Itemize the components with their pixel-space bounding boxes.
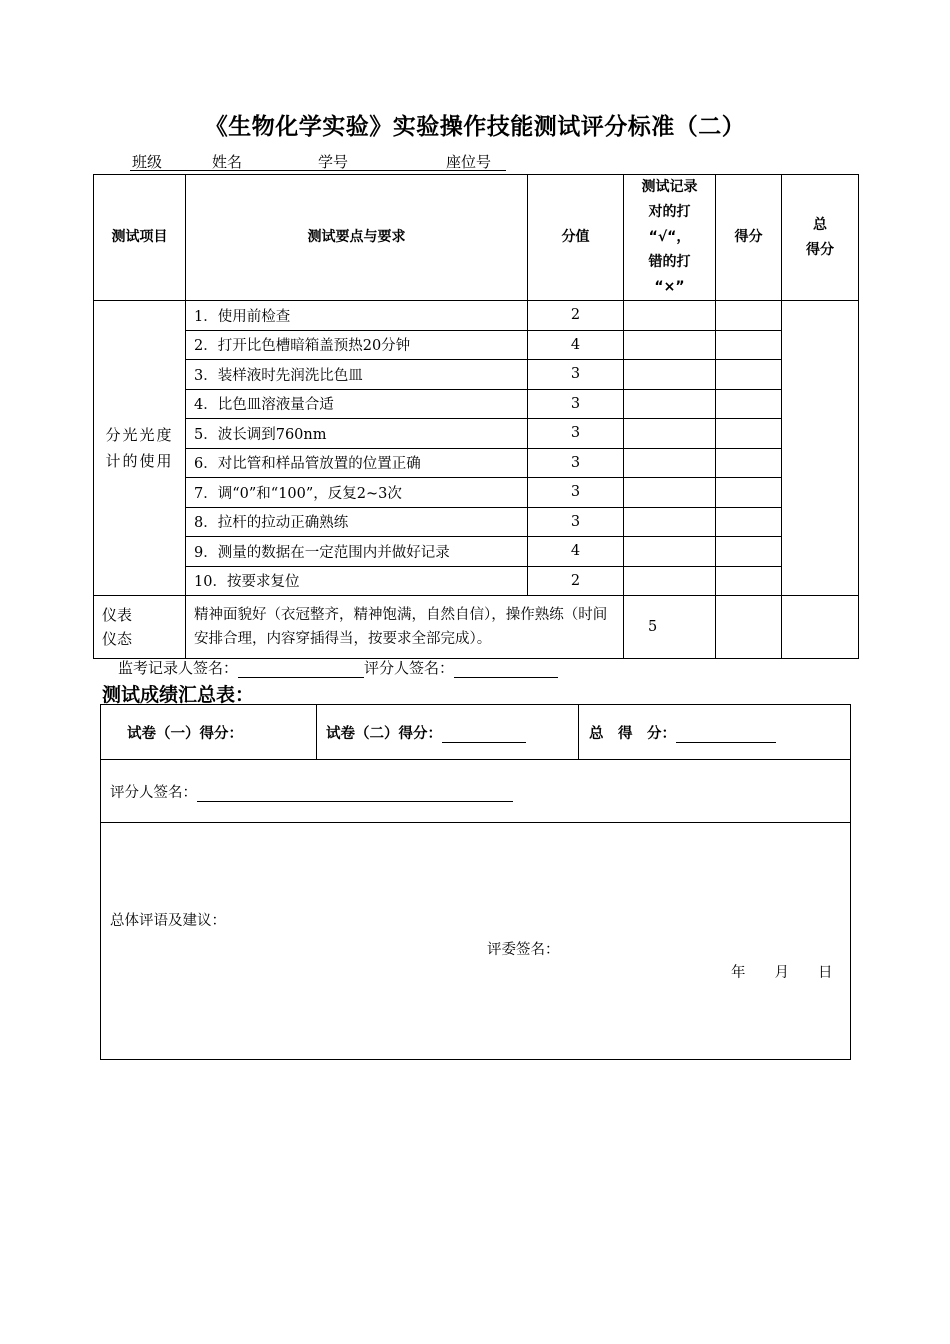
record-cell[interactable] bbox=[624, 507, 716, 537]
student-id-label: 学号 bbox=[318, 153, 349, 171]
score-cell[interactable] bbox=[716, 360, 782, 390]
item-value: 2 bbox=[528, 301, 624, 331]
score-cell[interactable] bbox=[716, 389, 782, 419]
demeanor-description: 精神面貌好（衣冠整齐，精神饱满，自然自信），操作熟练（时间安排合理，内容穿插得当，按要求全部完成）。 bbox=[186, 596, 624, 659]
score-cell[interactable] bbox=[716, 537, 782, 567]
category-demeanor: 仪表 仪态 bbox=[94, 596, 186, 659]
record-cell[interactable] bbox=[624, 537, 716, 567]
grader-sign-summary-field[interactable] bbox=[197, 785, 513, 802]
total-score-cell[interactable] bbox=[782, 596, 859, 659]
table-row bbox=[94, 566, 859, 596]
score-cell[interactable] bbox=[716, 566, 782, 596]
total-label: 总 得 分： bbox=[589, 725, 676, 742]
item-text: 2．打开比色槽暗箱盖预热20分钟 bbox=[186, 330, 528, 360]
header-value: 分值 bbox=[528, 175, 624, 301]
category-spectrophotometer: 分光光度 计的使用 bbox=[94, 301, 186, 596]
item-text: 1．使用前检查 bbox=[186, 301, 528, 331]
table-header-row bbox=[94, 175, 859, 301]
table-row bbox=[94, 478, 859, 508]
demeanor-value: 5 bbox=[624, 596, 716, 659]
supervisor-sign-field[interactable] bbox=[238, 660, 364, 678]
score-cell[interactable] bbox=[716, 596, 782, 659]
summary-title: 测试成绩汇总表： bbox=[102, 684, 255, 706]
grader-sign-summary-label: 评分人签名： bbox=[110, 784, 197, 801]
score-cell[interactable] bbox=[716, 448, 782, 478]
record-cell[interactable] bbox=[624, 448, 716, 478]
page-title: 《生物化学实验》实验操作技能测试评分标准（二） bbox=[204, 114, 746, 140]
record-cell[interactable] bbox=[624, 389, 716, 419]
table-row bbox=[94, 507, 859, 537]
comments-row bbox=[101, 823, 851, 1060]
header-score: 得分 bbox=[716, 175, 782, 301]
item-text: 4．比色皿溶液量合适 bbox=[186, 389, 528, 419]
score-cell[interactable] bbox=[716, 330, 782, 360]
table-row-demeanor bbox=[94, 596, 859, 659]
item-value: 4 bbox=[528, 537, 624, 567]
grader-sign-cell[interactable] bbox=[101, 760, 851, 823]
table-row bbox=[94, 448, 859, 478]
total-score-cell[interactable] bbox=[782, 301, 859, 596]
supervisor-sign-label: 监考记录人签名： bbox=[118, 659, 239, 677]
summary-scores-row bbox=[101, 705, 851, 760]
signature-line bbox=[118, 657, 558, 678]
item-text: 6．对比管和样品管放置的位置正确 bbox=[186, 448, 528, 478]
scoring-table bbox=[93, 174, 859, 659]
total-score-summary-cell[interactable] bbox=[579, 705, 851, 760]
item-text: 10．按要求复位 bbox=[186, 566, 528, 596]
student-info-underline bbox=[130, 170, 506, 171]
grader-sign-field[interactable] bbox=[454, 660, 558, 678]
item-value: 3 bbox=[528, 360, 624, 390]
item-value: 3 bbox=[528, 478, 624, 508]
table-row bbox=[94, 330, 859, 360]
grader-sign-row bbox=[101, 760, 851, 823]
item-text: 7．调“0”和“100”，反复2~3次 bbox=[186, 478, 528, 508]
total-score-field[interactable] bbox=[676, 726, 776, 743]
paper2-label: 试卷（二）得分： bbox=[326, 725, 442, 742]
record-cell[interactable] bbox=[624, 419, 716, 449]
paper2-score-field[interactable] bbox=[442, 726, 526, 743]
score-cell[interactable] bbox=[716, 507, 782, 537]
judge-sign-label: 评委签名： bbox=[487, 942, 560, 958]
record-cell[interactable] bbox=[624, 566, 716, 596]
item-value: 3 bbox=[528, 507, 624, 537]
score-cell[interactable] bbox=[716, 301, 782, 331]
paper1-label: 试卷（一）得分： bbox=[127, 725, 243, 742]
comments-label: 总体评语及建议： bbox=[110, 913, 226, 929]
paper1-score-cell[interactable] bbox=[101, 705, 317, 760]
item-value: 3 bbox=[528, 389, 624, 419]
comments-cell[interactable] bbox=[101, 823, 851, 1060]
item-value: 4 bbox=[528, 330, 624, 360]
item-text: 9．测量的数据在一定范围内并做好记录 bbox=[186, 537, 528, 567]
grader-sign-label: 评分人签名： bbox=[364, 659, 455, 677]
item-text: 3．装样液时先润洗比色皿 bbox=[186, 360, 528, 390]
score-cell[interactable] bbox=[716, 478, 782, 508]
table-row bbox=[94, 360, 859, 390]
record-cell[interactable] bbox=[624, 478, 716, 508]
header-points: 测试要点与要求 bbox=[186, 175, 528, 301]
table-row bbox=[94, 389, 859, 419]
seat-number-label: 座位号 bbox=[446, 153, 492, 171]
table-row bbox=[94, 301, 859, 331]
record-cell[interactable] bbox=[624, 330, 716, 360]
date-label: 年 月 日 bbox=[731, 965, 833, 981]
summary-table bbox=[100, 704, 851, 1060]
paper2-score-cell[interactable] bbox=[317, 705, 579, 760]
record-cell[interactable] bbox=[624, 360, 716, 390]
header-record: 测试记录 对的打 “√“， 错的打 “×” bbox=[624, 175, 716, 301]
header-total: 总 得分 bbox=[782, 175, 859, 301]
table-row bbox=[94, 419, 859, 449]
item-value: 3 bbox=[528, 419, 624, 449]
item-value: 3 bbox=[528, 448, 624, 478]
item-value: 2 bbox=[528, 566, 624, 596]
table-row bbox=[94, 537, 859, 567]
item-text: 8．拉杆的拉动正确熟练 bbox=[186, 507, 528, 537]
score-cell[interactable] bbox=[716, 419, 782, 449]
class-label: 班级 bbox=[132, 153, 163, 171]
header-item: 测试项目 bbox=[94, 175, 186, 301]
item-text: 5．波长调到760nm bbox=[186, 419, 528, 449]
record-cell[interactable] bbox=[624, 301, 716, 331]
name-label: 姓名 bbox=[212, 153, 243, 171]
